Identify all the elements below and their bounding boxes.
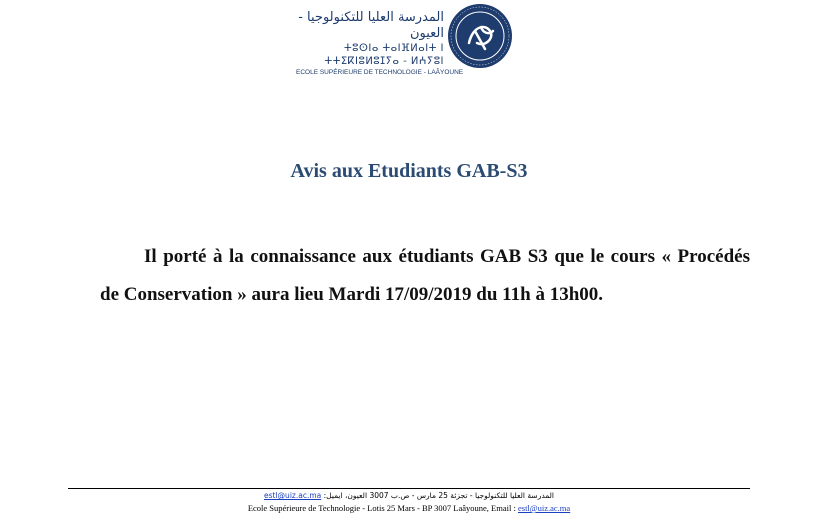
notice-paragraph: Il porté à la connaissance aux étudiants GAB S3 que le cours « Procédés de Conservation » aura lieu Mardi 17/09/2019 du 11h à 13h00.: [100, 246, 750, 305]
school-name-block: [296, 10, 464, 78]
footer-divider: [68, 488, 750, 489]
school-name-arabic: المدرسة العليا للتكنولوجيا - العيون: [298, 10, 444, 41]
footer-arabic-text: المدرسة العليا للتكنولوجيا - تجزئة 25 مارس - ص.ب 3007 العيون، ايميل:: [323, 491, 554, 500]
footer-french-text: Ecole Supérieure de Technologie - Lotis 25 Mars - BP 3007 Laâyoune, Email :: [247, 503, 518, 513]
school-name-tifinagh: ⵜⵓⵙⵏⴰ ⵜⴰⵏⴼⵍⴰⵏⵜ ⵏ ⵜⵜⵉⴽⵏⵓⵍⵓⵊⵢⴰ - ⵍⵄⵢⵓⵏ: [324, 43, 444, 67]
seal-icon: [447, 3, 513, 69]
footer-arabic-line: [0, 490, 818, 502]
school-name-latin: ECOLE SUPÉRIEURE DE TECHNOLOGIE - LAÂYOUNE: [296, 69, 464, 76]
letterhead: [0, 0, 818, 76]
notice-title: Avis aux Etudiants GAB-S3: [290, 160, 528, 182]
footer-french-email-link[interactable]: estl@uiz.ac.ma: [517, 503, 571, 513]
footer: [0, 490, 818, 514]
university-seal-logo: [447, 3, 513, 69]
footer-arabic-email-link[interactable]: estl@uiz.ac.ma: [264, 491, 322, 500]
footer-french-line: [0, 502, 818, 514]
